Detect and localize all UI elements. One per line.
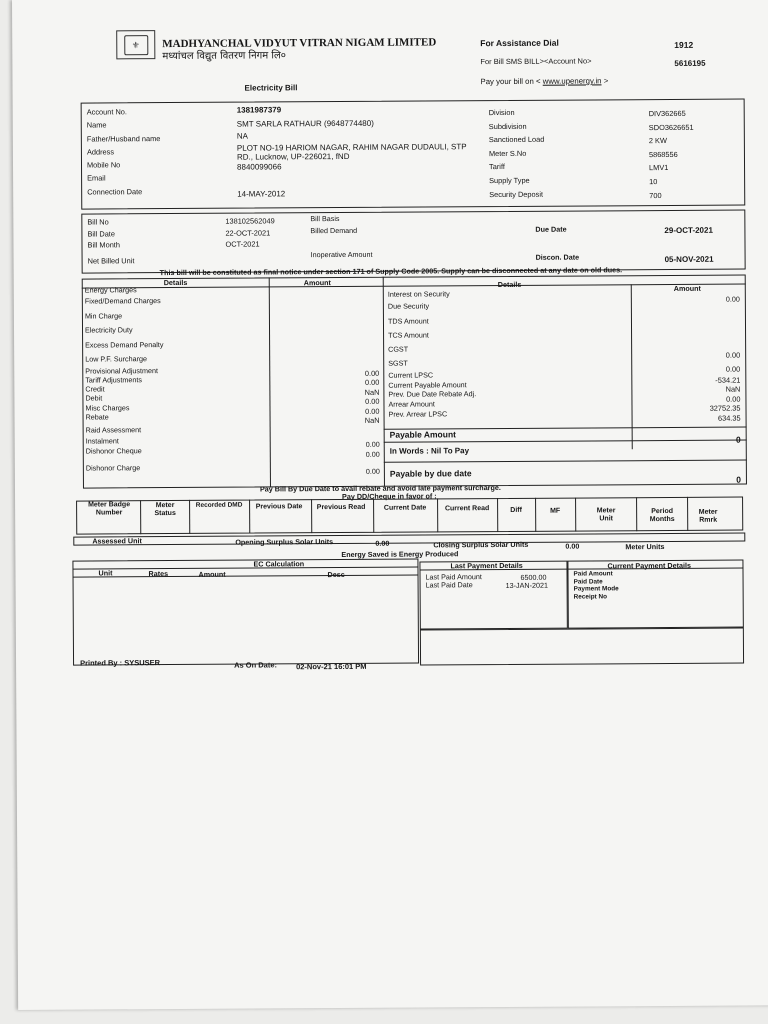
due-date-value: 29-OCT-2021 xyxy=(664,225,713,236)
amount-instalment: 0.00 xyxy=(365,439,380,449)
charge-dishonor-cheque: Dishonor Cheque xyxy=(85,446,142,456)
charge-min: Min Charge xyxy=(84,311,123,321)
document-title: Electricity Bill xyxy=(244,83,298,93)
company-name: MADHYANCHAL VIDYUT VITRAN NIGAM LIMITED xyxy=(162,36,437,51)
payment-lower-box xyxy=(420,628,744,666)
label-father: Father/Husband name xyxy=(86,133,161,144)
payable-amount-label: Payable Amount xyxy=(389,429,456,440)
th-current-date: Current Date xyxy=(383,504,427,512)
label-bill-date: Bill Date xyxy=(87,228,115,239)
payment-mode-label: Payment Mode xyxy=(573,585,619,593)
energy-saved-note: Energy Saved is Energy Produced xyxy=(341,549,459,559)
th-recorded-dmd: Recorded DMD xyxy=(195,501,243,509)
amount-in-words: In Words : Nil To Pay xyxy=(389,446,470,456)
th-diff: Diff xyxy=(510,506,522,514)
last-paid-amount-label: Last Paid Amount xyxy=(425,572,482,582)
account-number: 1381987379 xyxy=(236,105,282,115)
consumer-name: SMT SARLA RATHAUR (9648774480) xyxy=(236,118,374,129)
th-mf: MF xyxy=(550,507,561,515)
payable-by-due-value: 0 xyxy=(736,474,741,485)
current-payment-labels xyxy=(573,570,618,601)
opening-solar-value: 0.00 xyxy=(375,538,390,548)
last-paid-amount-value: 6500.00 xyxy=(520,572,547,582)
payment-note-line-2: Pay DD/Cheque in favor of : xyxy=(342,491,437,501)
account-right-values xyxy=(649,107,694,202)
inoperative-amount-label: Inoperative Amount xyxy=(310,249,373,260)
printed-by: Printed By : SYSUSER xyxy=(80,658,161,668)
left-amount-header: Amount xyxy=(303,278,331,288)
amount-rebate: 0.00 xyxy=(365,406,380,416)
last-paid-date-label: Last Paid Date xyxy=(425,580,473,590)
item-tcs: TCS Amount xyxy=(388,330,429,340)
amount-cgst: 0.00 xyxy=(725,350,741,360)
father-name: NA xyxy=(236,131,248,141)
bill-number: 138102562049 xyxy=(225,216,275,226)
charge-instalment: Instalment xyxy=(85,436,119,446)
as-on-date-label: As On Date: xyxy=(234,660,278,670)
amount-debit: NaN xyxy=(364,387,380,397)
charge-credit: Credit xyxy=(85,384,105,394)
label-name: Name xyxy=(86,120,107,130)
right-details-header: Details xyxy=(497,279,522,290)
sms-label: For Bill SMS BILL><Account No> xyxy=(480,56,592,67)
meter-col-rule xyxy=(189,500,190,534)
account-labels xyxy=(87,105,161,199)
pay-prefix: Pay your bill on < xyxy=(480,76,541,87)
sanctioned-load-value: 2 KW xyxy=(648,136,667,146)
amount-credit: 0.00 xyxy=(364,378,380,388)
label-net-billed-unit: Net Billed Unit xyxy=(87,255,135,266)
meter-col-rule xyxy=(373,499,374,533)
right-amounts-col-2 xyxy=(674,376,740,423)
meter-col-rule xyxy=(497,498,498,532)
account-box xyxy=(81,99,746,210)
charge-rebate: Rebate xyxy=(85,412,109,422)
billed-demand-label: Billed Demand xyxy=(310,225,358,236)
mobile-number: 8840099066 xyxy=(236,162,282,172)
label-address: Address xyxy=(86,147,115,157)
address-line-2: RD., Lucknow, UP-226021, fND xyxy=(236,151,350,162)
ec-unit-header: Unit xyxy=(98,568,113,578)
amount-misc: 0.00 xyxy=(365,396,380,407)
last-paid-date-value: 13-JAN-2021 xyxy=(505,580,548,590)
tariff-value: LMV1 xyxy=(649,163,669,173)
amount-arrear: 32752.35 xyxy=(709,403,741,413)
charge-energy: Energy Charges xyxy=(84,285,137,295)
account-right-labels xyxy=(489,106,545,201)
amount-tariff-adj: 0.00 xyxy=(364,368,380,378)
bill-month: OCT-2021 xyxy=(225,239,260,249)
final-notice: This bill will be constituted as final notice under section 171 of Supply Code 2005. Supply can be disconnected at any date on old dues. xyxy=(159,265,623,278)
item-sgst: SGST xyxy=(388,358,408,368)
amount-current-lpsc: -534.21 xyxy=(715,375,741,385)
label-security-deposit: Security Deposit xyxy=(489,189,544,199)
closing-solar-label: Closing Surplus Solar Units xyxy=(433,539,529,550)
label-sanctioned-load: Sanctioned Load xyxy=(488,134,545,145)
opening-solar-label: Opening Surplus Solar Units xyxy=(235,537,334,547)
bill-labels xyxy=(87,216,134,266)
label-supply-type: Supply Type xyxy=(489,175,530,186)
meter-units-label: Meter Units xyxy=(625,542,665,552)
th-previous-read: Previous Read xyxy=(316,503,366,512)
meter-col-rule xyxy=(249,500,250,534)
payment-note-line-1: Pay Bill By Due Date to avail rebate and avoid late payment surcharge. xyxy=(259,483,501,494)
charge-debit: Debit xyxy=(85,393,103,403)
payable-by-due-label: Payable by due date xyxy=(389,468,472,479)
item-prev-rebate-adj: Prev. Due Date Rebate Adj. xyxy=(388,389,477,399)
meter-sno-value: 5868556 xyxy=(648,149,678,159)
assessed-unit-label: Assessed Unit xyxy=(92,536,142,546)
bill-basis-label: Bill Basis xyxy=(310,214,340,224)
address-line-1: PLOT NO-19 HARIOM NAGAR, RAHIM NAGAR DUDAULI, STP xyxy=(236,142,467,153)
th-meter-status: Meter Status xyxy=(154,502,176,518)
right-amounts-col-1 xyxy=(674,349,740,376)
label-subdivision: Subdivision xyxy=(488,121,527,131)
label-mobile: Mobile No xyxy=(86,160,121,170)
closing-solar-value: 0.00 xyxy=(565,541,580,551)
paid-date-label: Paid Date xyxy=(573,577,603,586)
left-amounts-col xyxy=(324,369,379,426)
current-payment-title: Current Payment Details xyxy=(607,560,691,571)
label-connection-date: Connection Date xyxy=(87,186,143,197)
charge-excess-demand: Excess Demand Penalty xyxy=(85,340,164,350)
th-previous-date: Previous Date xyxy=(255,503,303,511)
label-division: Division xyxy=(488,107,515,118)
item-interest-security: Interest on Security xyxy=(387,289,450,299)
meter-col-rule xyxy=(687,497,688,531)
bill-values xyxy=(225,215,275,250)
amount-prev-rebate-adj: 0.00 xyxy=(726,394,741,404)
th-current-read: Current Read xyxy=(444,505,490,513)
bill-document xyxy=(12,0,768,1010)
item-prev-arrear-lpsc: Prev. Arrear LPSC xyxy=(388,409,448,419)
charge-tariff-adj: Tariff Adjustments xyxy=(85,375,142,385)
amount-prev-arrear-lpsc: 634.35 xyxy=(717,413,741,423)
last-payment-box xyxy=(419,561,567,630)
item-current-payable: Current Payable Amount xyxy=(388,380,467,390)
th-period-months: Period Months xyxy=(649,507,675,524)
receipt-no-label: Receipt No xyxy=(573,593,608,601)
charge-fixed-demand: Fixed/Demand Charges xyxy=(84,296,161,306)
amount-dishonor-charge: 0.00 xyxy=(365,466,380,476)
pay-suffix: > xyxy=(603,76,609,86)
meter-col-rule xyxy=(140,500,141,534)
security-deposit-value: 700 xyxy=(649,190,662,200)
charge-dishonor-charge: Dishonor Charge xyxy=(85,463,141,473)
th-meter-badge: Meter Badge Number xyxy=(88,501,131,517)
label-bill-no: Bill No xyxy=(87,217,109,227)
paid-amount-label: Paid Amount xyxy=(573,570,613,578)
bill-info-box xyxy=(81,210,745,278)
due-date-label: Due Date xyxy=(535,224,567,234)
label-meter-sno: Meter S.No xyxy=(488,148,527,158)
label-bill-month: Bill Month xyxy=(87,240,120,250)
supply-type-value: 10 xyxy=(649,177,658,187)
sms-number: 5616195 xyxy=(674,58,706,68)
assistance-number: 1912 xyxy=(674,39,694,50)
meter-col-rule xyxy=(575,498,576,532)
meter-col-rule xyxy=(535,498,536,532)
item-current-lpsc: Current LPSC xyxy=(388,370,434,380)
amount-dishonor-cheque: 0.00 xyxy=(365,449,380,459)
left-details-header: Details xyxy=(163,277,188,288)
charge-provisional-adj: Provisional Adjustment xyxy=(85,366,159,376)
amount-interest-security: 0.00 xyxy=(725,294,740,304)
ec-title: EC Calculation xyxy=(253,559,305,569)
last-payment-title: Last Payment Details xyxy=(450,560,523,571)
assistance-label: For Assistance Dial xyxy=(480,37,559,49)
charge-low-pf: Low P.F. Surcharge xyxy=(85,354,148,364)
ec-rates-header: Rates xyxy=(148,569,169,579)
label-tariff: Tariff xyxy=(489,162,505,172)
amount-sgst: 0.00 xyxy=(725,364,741,374)
company-logo xyxy=(116,30,155,59)
amount-current-payable: NaN xyxy=(725,384,741,395)
emblem-icon: ⚜ xyxy=(124,35,148,55)
ec-desc-header: Desc xyxy=(327,569,345,580)
th-meter-remark: Meter Rmrk xyxy=(698,508,718,524)
item-cgst: CGST xyxy=(388,344,409,354)
label-account-no: Account No. xyxy=(86,107,127,117)
pay-online-text xyxy=(480,77,608,86)
discon-date-value: 05-NOV-2021 xyxy=(664,254,714,265)
charge-raid-assessment: Raid Assessment xyxy=(85,425,142,435)
amount-raid-assessment: NaN xyxy=(364,415,380,425)
discon-date-label: Discon. Date xyxy=(535,252,580,262)
meter-col-rule xyxy=(311,499,312,533)
th-meter-unit: Meter Unit xyxy=(596,507,616,523)
label-email: Email xyxy=(87,173,106,184)
charge-electricity-duty: Electricity Duty xyxy=(84,325,133,335)
item-arrear-amount: Arrear Amount xyxy=(388,399,435,409)
bill-date: 22-OCT-2021 xyxy=(225,227,271,238)
subdivision-value: SDO3626651 xyxy=(648,122,694,132)
pay-online-link[interactable]: www.upenergy.in xyxy=(542,76,602,86)
connection-date: 14-MAY-2012 xyxy=(237,189,286,199)
meter-col-rule xyxy=(636,497,637,531)
payable-amount-value: 0 xyxy=(735,434,741,445)
ec-amount-header: Amount xyxy=(198,569,226,579)
item-tds: TDS Amount xyxy=(387,316,429,326)
charge-misc: Misc Charges xyxy=(85,403,130,413)
item-due-security: Due Security xyxy=(387,301,430,311)
as-on-date-value: 02-Nov-21 16:01 PM xyxy=(296,661,367,672)
right-amount-header: Amount xyxy=(673,283,701,293)
company-name-hindi: मध्यांचल विद्युत वितरण निगम लि० xyxy=(162,50,287,63)
meter-col-rule xyxy=(437,498,438,532)
division-value: DIV362665 xyxy=(648,108,686,119)
